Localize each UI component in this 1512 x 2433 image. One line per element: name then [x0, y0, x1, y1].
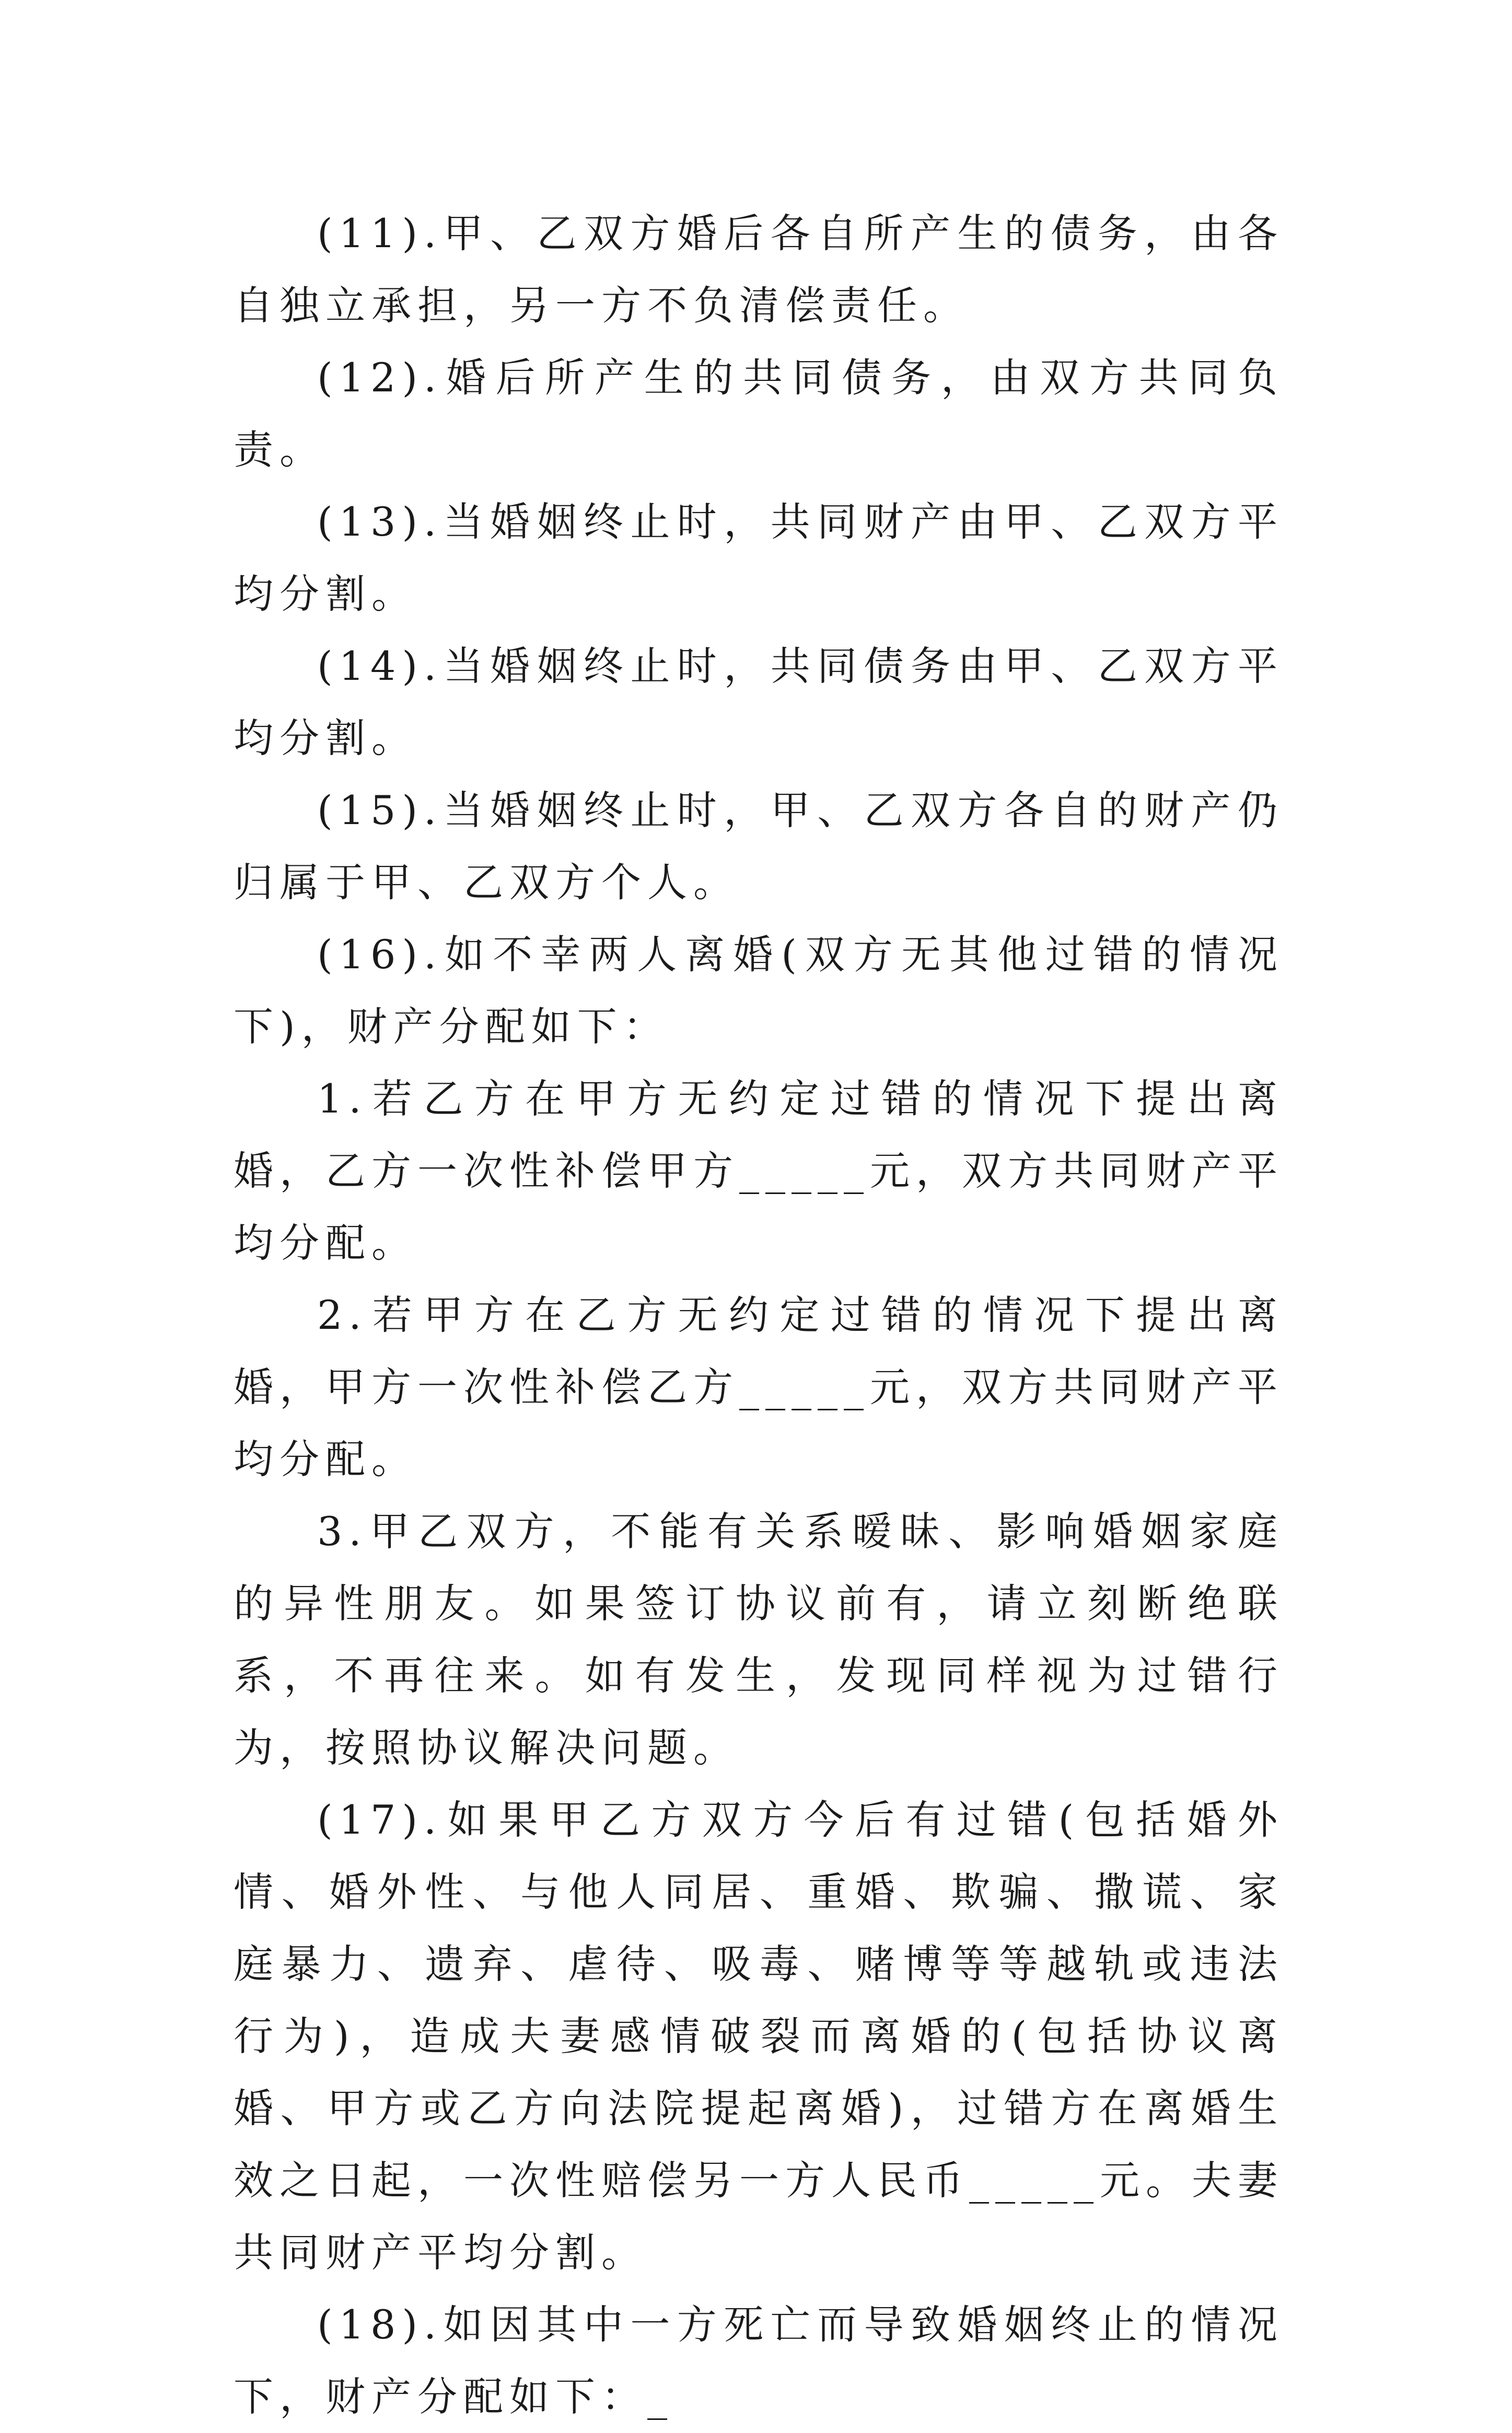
clause-16-item-2: 2.若甲方在乙方无约定过错的情况下提出离婚，甲方一次性补偿乙方_____元，双方共同财产平均分配。: [234, 1292, 1284, 1482]
clause-16: (16).如不幸两人离婚(双方无其他过错的情况下)，财产分配如下：: [234, 931, 1284, 1050]
clause-17: (17).如果甲乙方双方今后有过错(包括婚外情、婚外性、与他人同居、重婚、欺骗、撒谎、家庭暴力、遗弃、虐待、吸毒、赌博等等越轨或违法行为)，造成夫妻感情破裂而离婚的(包括协议离婚、甲方或乙方向法院提起离婚)，过错方在离婚生效之日起，一次性赔偿另一方人民币_____元。夫妻共同财产平均分割。: [234, 1797, 1284, 2276]
clause-18: (18).如因其中一方死亡而导致婚姻终止的情况下，财产分配如下：_: [234, 2301, 1284, 2420]
clause-16-item-3: 3.甲乙双方，不能有关系暧昧、影响婚姻家庭的异性朋友。如果签订协议前有，请立刻断绝联系，不再往来。如有发生，发现同样视为过错行为，按照协议解决问题。: [234, 1508, 1284, 1771]
clause-14: (14).当婚姻终止时，共同债务由甲、乙双方平均分割。: [234, 643, 1284, 761]
clause-13: (13).当婚姻终止时，共同财产由甲、乙双方平均分割。: [234, 499, 1284, 617]
clause-12: (12).婚后所产生的共同债务，由双方共同负责。: [234, 354, 1284, 473]
clause-11: (11).甲、乙双方婚后各自所产生的债务，由各自独立承担，另一方不负清偿责任。: [234, 210, 1284, 329]
document-body: [234, 198, 1284, 2433]
clause-16-item-1: 1.若乙方在甲方无约定过错的情况下提出离婚，乙方一次性补偿甲方_____元，双方共同财产平均分配。: [234, 1075, 1284, 1266]
clause-15: (15).当婚姻终止时，甲、乙双方各自的财产仍归属于甲、乙双方个人。: [234, 787, 1284, 906]
